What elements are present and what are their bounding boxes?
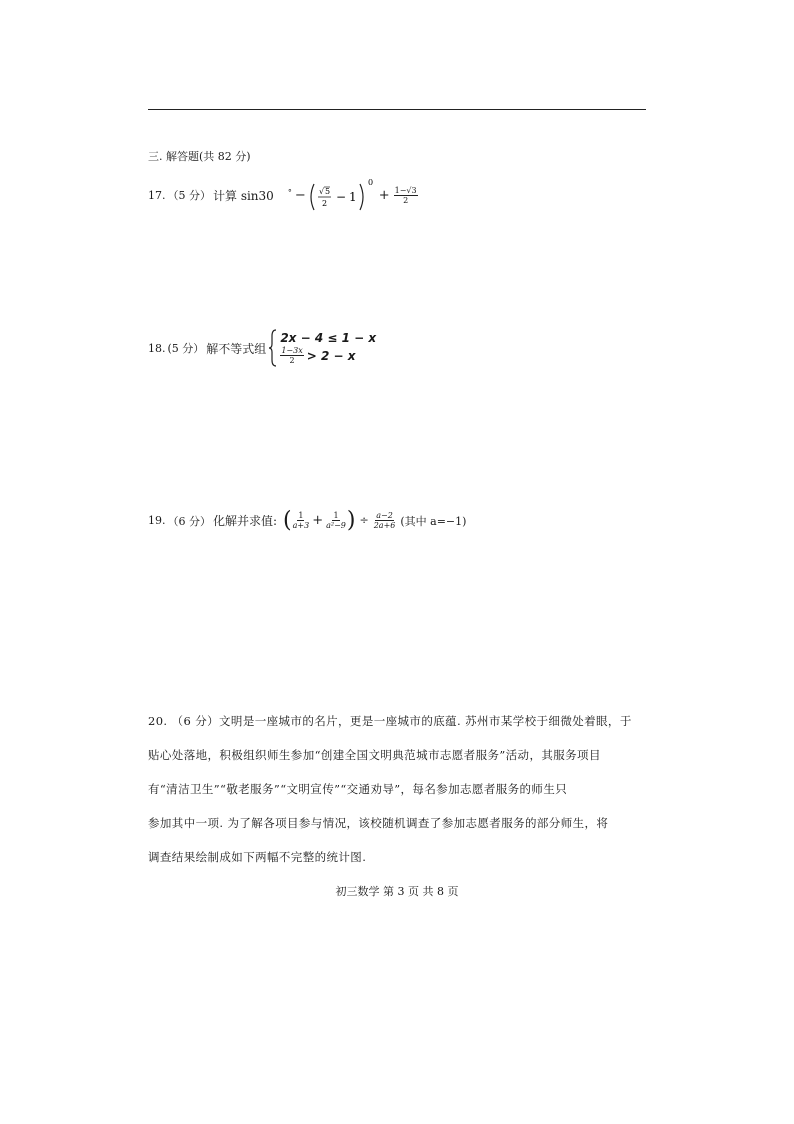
q19-number: 19. [148,514,166,527]
q18-frac-den: 2 [289,356,295,365]
section-title: 三. 解答题(共 82 分) [148,150,251,163]
q19-plus: + [312,513,324,528]
page-footer: 初三数学 第 3 页 共 8 页 [335,885,459,898]
q19-divide: ÷ [359,514,369,527]
q18-line1: 2x − 4 ≤ 1 − x [280,331,377,345]
q19-f3-num: a−2 [376,511,393,520]
q20-line-1: 20. （6 分）文明是一座城市的名片，更是一座城市的底蕴. 苏州市某学校于细微处着眼，于 [148,714,632,728]
q18-frac-num: 1−3x [281,346,303,355]
q19-fraction-2 [325,511,347,530]
q18-number: 18. [148,341,166,355]
q20-line-5: 调查结果绘制成如下两幅不完整的统计图. [148,850,367,864]
q17-degree: ° [287,187,292,197]
q19-prompt: 化解并求值: [213,514,278,528]
q17-fraction [394,186,418,205]
q17-plus: + [378,187,390,203]
q19-f3-den: 2a+6 [373,521,396,530]
question-17 [148,178,418,212]
question-19 [148,508,466,533]
q19-f2-num: 1 [333,511,339,520]
q19-f2-den: a²−9 [326,521,346,530]
q17-den: 2 [321,199,327,208]
q18-points: (5 分） [167,342,205,355]
q17-points: （5 分） [167,189,211,202]
header-rule [148,109,646,110]
q17-paren-expression [308,178,378,212]
q19-f1-num: 1 [298,511,304,520]
q19-fraction-1 [292,511,311,530]
q19-left-paren: ( [283,508,292,533]
q19-right-paren: ) [346,508,356,533]
q20-line-4: 参加其中一项. 为了解各项目参与情况，该校随机调查了参加志愿者服务的部分师生，将 [148,816,609,830]
q17-sqrt-symbol: √ [318,187,324,196]
q17-sqrt-arg: 5 [324,187,330,196]
q17-minus: − [294,187,306,203]
q19-note: (其中 a=−1) [400,514,467,528]
q18-fraction [280,346,303,365]
q19-f1-den: a+3 [292,521,310,530]
q17-one: 1 [348,190,357,204]
q17-number: 17. [148,188,166,202]
q19-fraction-3 [373,511,397,530]
q17-frac-den: 2 [403,195,409,205]
question-18 [148,328,376,368]
q18-prompt: 解不等式组 [206,341,267,356]
q17-prompt: 计算 sin30 [213,188,274,203]
q18-line2-rest: > 2 − x [306,348,356,363]
q18-system [280,331,376,365]
q19-points: （6 分） [167,514,211,528]
q18-line2 [280,346,376,365]
q17-exponent: 0 [367,178,373,187]
q20-line-3: 有“清洁卫生”“敬老服务”“文明宣传”“交通劝导”，每名参加志愿者服务的师生只 [148,782,568,796]
q20-line-2: 贴心处落地，积极组织师生参加“创建全国文明典范城市志愿者服务”活动，其服务项目 [148,748,601,762]
q17-frac-num: 1−√3 [394,185,417,195]
q17-inner-minus: − [335,190,346,204]
q18-brace [268,328,278,368]
